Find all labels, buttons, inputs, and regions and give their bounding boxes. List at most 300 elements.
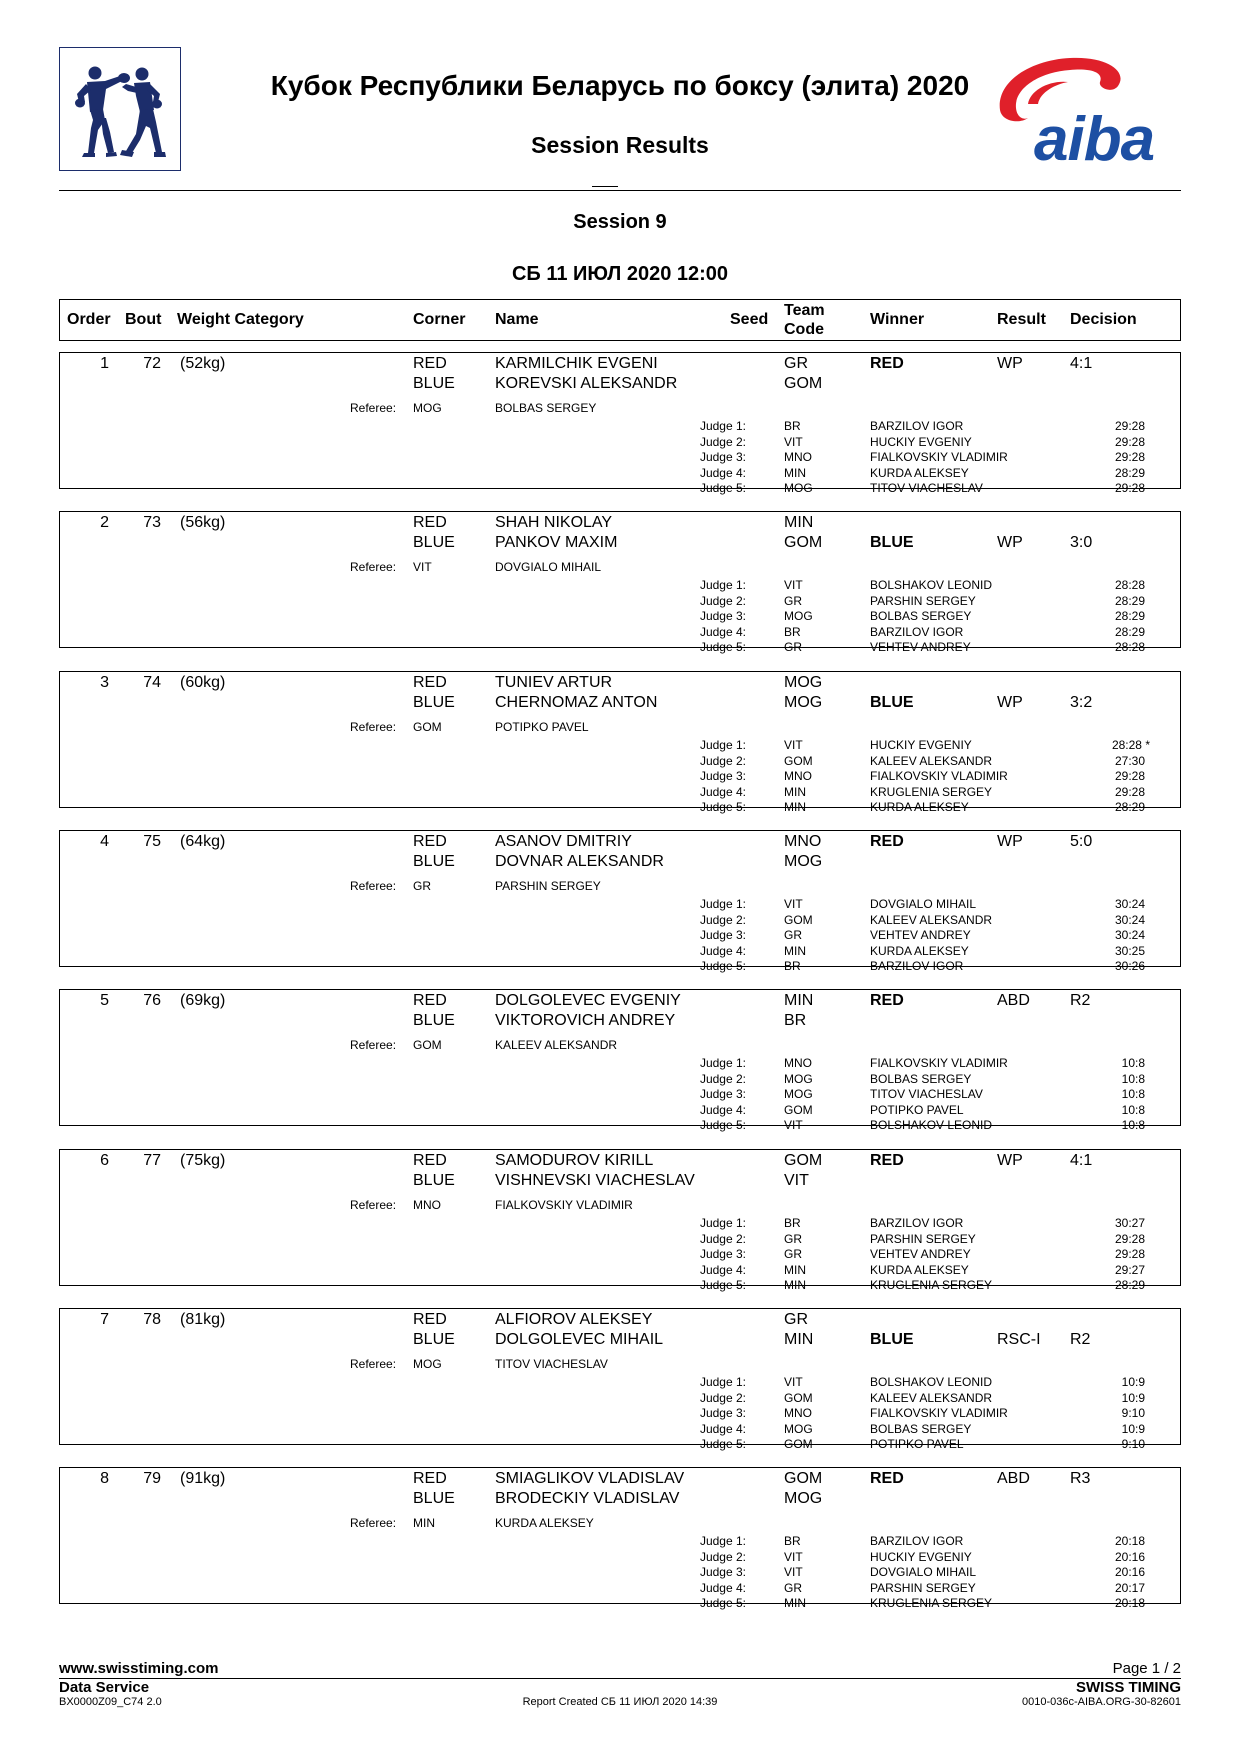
red-team-code: MNO (784, 833, 822, 850)
judge-name: KURDA ALEKSEY (870, 800, 969, 814)
judge-name: KALEEV ALEKSANDR (870, 754, 993, 768)
bout-order: 1 (100, 355, 109, 372)
judge-label: Judge 4: (699, 785, 746, 799)
bout-decision: 4:1 (1070, 1152, 1093, 1169)
bout-winner: RED (870, 833, 904, 850)
col-order: Order (67, 311, 111, 328)
judge-label: Judge 5: (699, 1118, 746, 1132)
judge-label: Judge 1: (699, 1216, 746, 1230)
referee-team: GOM (413, 1038, 442, 1052)
referee-label: Referee: (350, 720, 397, 734)
judge-label: Judge 4: (699, 1263, 746, 1277)
referee-team: MOG (413, 401, 442, 415)
judge-label: Judge 1: (699, 897, 746, 911)
referee-label: Referee: (350, 1357, 397, 1371)
red-team-code: GOM (784, 1152, 823, 1169)
red-team-code: GR (784, 355, 808, 372)
judge-score: 27:30 (1114, 754, 1145, 768)
judge-name: PARSHIN SERGEY (870, 1232, 976, 1246)
judge-score: 28:29 (1114, 1278, 1145, 1292)
col-team-code (784, 301, 825, 339)
judge-team: VIT (784, 738, 803, 752)
judge-team: VIT (784, 1565, 803, 1579)
judge-name: PARSHIN SERGEY (870, 594, 976, 608)
judge-score: 30:24 (1114, 913, 1145, 927)
bout-winner: RED (870, 355, 904, 372)
judge-team: GOM (784, 913, 813, 927)
judge-score: 28:28 (1114, 640, 1145, 654)
judge-label: Judge 2: (699, 594, 746, 608)
judge-name: PARSHIN SERGEY (870, 1581, 976, 1595)
blue-team-code: MOG (784, 694, 823, 711)
judge-score: 10:9 (1121, 1391, 1145, 1405)
judge-name: BARZILOV IGOR (870, 959, 964, 973)
judge-label: Judge 4: (699, 466, 746, 480)
judge-name: VEHTEV ANDREY (870, 640, 971, 654)
judge-name: KURDA ALEKSEY (870, 1263, 969, 1277)
judge-team: GR (784, 928, 802, 942)
referee-name: TITOV VIACHESLAV (495, 1357, 608, 1371)
judge-team: VIT (784, 1375, 803, 1389)
bout-winner: BLUE (870, 534, 914, 551)
judge-score: 29:28 (1114, 785, 1145, 799)
bout-number: 75 (143, 833, 161, 850)
judge-label: Judge 3: (699, 450, 746, 464)
judge-label: Judge 2: (699, 1391, 746, 1405)
judge-team: VIT (784, 1550, 803, 1564)
red-boxer-name: SAMODUROV KIRILL (495, 1152, 654, 1169)
judge-score: 10:8 (1121, 1072, 1145, 1086)
judge-label: Judge 5: (699, 1596, 746, 1610)
judge-team: MNO (784, 1056, 812, 1070)
weight-category: (91kg) (180, 1470, 226, 1487)
referee-team: VIT (413, 560, 432, 574)
judge-score: 28:28 (1114, 578, 1145, 592)
judge-label: Judge 5: (699, 481, 746, 495)
judge-name: DOVGIALO MIHAIL (870, 1565, 977, 1579)
red-corner-label: RED (413, 355, 447, 372)
judge-team: GOM (784, 1391, 813, 1405)
bout-block (59, 1308, 1181, 1451)
weight-category: (64kg) (180, 833, 226, 850)
judge-label: Judge 1: (699, 1056, 746, 1070)
judge-score: 10:9 (1121, 1375, 1145, 1389)
judge-score: 30:24 (1114, 897, 1145, 911)
judge-name: KALEEV ALEKSANDR (870, 1391, 993, 1405)
event-logo (59, 47, 181, 171)
judge-name: BARZILOV IGOR (870, 419, 964, 433)
judge-score: 29:28 (1114, 481, 1145, 495)
bout-number: 76 (143, 992, 161, 1009)
judge-team: MOG (784, 609, 813, 623)
judge-score: 20:18 (1114, 1596, 1145, 1610)
bout-order: 8 (100, 1470, 109, 1487)
weight-category: (60kg) (180, 674, 226, 691)
red-corner-label: RED (413, 992, 447, 1009)
document-id: 0010-036c-AIBA.ORG-30-82601 (1022, 1696, 1181, 1708)
judge-team: MOG (784, 481, 813, 495)
bout-order: 7 (100, 1311, 109, 1328)
judge-label: Judge 2: (699, 435, 746, 449)
blue-team-code: MOG (784, 853, 823, 870)
judge-score: 29:28 (1114, 419, 1145, 433)
bout-decision: 5:0 (1070, 833, 1093, 850)
judge-score: 9:10 (1121, 1406, 1145, 1420)
judge-score: 20:18 (1114, 1534, 1145, 1548)
judge-label: Judge 1: (699, 1375, 746, 1389)
judge-team: MIN (784, 800, 806, 814)
judge-team: MOG (784, 1087, 813, 1101)
red-corner-label: RED (413, 1470, 447, 1487)
red-team-code: MIN (784, 514, 814, 531)
judge-team: MIN (784, 785, 806, 799)
report-subtitle: Session Results (531, 132, 709, 158)
bout-result: ABD (997, 992, 1030, 1009)
judge-score: 10:8 (1121, 1087, 1145, 1101)
blue-boxer-name: CHERNOMAZ ANTON (495, 694, 658, 711)
red-corner-label: RED (413, 833, 447, 850)
judge-team: MNO (784, 450, 812, 464)
header-divider-tick (592, 186, 618, 187)
judge-label: Judge 4: (699, 1581, 746, 1595)
red-team-code: GOM (784, 1470, 823, 1487)
judge-name: BOLBAS SERGEY (870, 1072, 972, 1086)
referee-label: Referee: (350, 1516, 397, 1530)
referee-name: KURDA ALEKSEY (495, 1516, 594, 1530)
blue-boxer-name: VISHNEVSKI VIACHESLAV (495, 1172, 695, 1189)
bout-winner: RED (870, 1470, 904, 1487)
referee-label: Referee: (350, 401, 397, 415)
judge-name: FIALKOVSKIY VLADIMIR (870, 769, 1008, 783)
judge-name: POTIPKO PAVEL (870, 1437, 964, 1451)
judge-name: BOLSHAKOV LEONID (870, 1375, 993, 1389)
judge-team: BR (784, 419, 801, 433)
red-boxer-name: ASANOV DMITRIY (495, 833, 632, 850)
bout-decision: R3 (1070, 1470, 1091, 1487)
referee-name: POTIPKO PAVEL (495, 720, 589, 734)
judge-label: Judge 2: (699, 913, 746, 927)
judge-label: Judge 3: (699, 1247, 746, 1261)
col-seed: Seed (730, 311, 769, 328)
judge-label: Judge 1: (699, 1534, 746, 1548)
col-weight-category: Weight Category (177, 311, 304, 328)
judge-score: 28:29 (1114, 609, 1145, 623)
red-boxer-name: SMIAGLIKOV VLADISLAV (495, 1470, 685, 1487)
judge-name: HUCKIY EVGENIY (870, 435, 972, 449)
judge-label: Judge 3: (699, 1087, 746, 1101)
judge-score: 29:28 (1114, 769, 1145, 783)
footer-data-service: Data Service (59, 1679, 150, 1696)
judge-team: MIN (784, 1263, 806, 1277)
bout-block (59, 511, 1181, 654)
judge-name: KRUGLENIA SERGEY (870, 1278, 993, 1292)
judge-label: Judge 3: (699, 1406, 746, 1420)
judge-name: FIALKOVSKIY VLADIMIR (870, 450, 1008, 464)
session-name: Session 9 (573, 211, 667, 233)
judge-name: KURDA ALEKSEY (870, 466, 969, 480)
judge-score: 29:28 (1114, 1232, 1145, 1246)
referee-team: MNO (413, 1198, 441, 1212)
judge-team: MNO (784, 769, 812, 783)
judge-score: 30:26 (1114, 959, 1145, 973)
referee-team: GR (413, 879, 431, 893)
judge-team: GOM (784, 754, 813, 768)
bout-result: WP (997, 833, 1023, 850)
judge-score: 10:8 (1121, 1118, 1145, 1132)
bout-result: WP (997, 534, 1023, 551)
judge-team: GOM (784, 1437, 813, 1451)
report-code: BX0000Z09_C74 2.0 (59, 1696, 162, 1708)
blue-corner-label: BLUE (413, 853, 455, 870)
header-divider (59, 190, 1181, 191)
referee-team: MOG (413, 1357, 442, 1371)
blue-team-code: GOM (784, 375, 823, 392)
aiba-logo (990, 52, 1165, 167)
red-boxer-name: DOLGOLEVEC EVGENIY (495, 992, 681, 1009)
aiba-wordmark: aiba (1034, 105, 1155, 167)
bout-result: WP (997, 355, 1023, 372)
judge-score: 30:24 (1114, 928, 1145, 942)
bout-result: WP (997, 1152, 1023, 1169)
judge-name: TITOV VIACHESLAV (870, 481, 983, 495)
bout-winner: BLUE (870, 694, 914, 711)
judge-score: 30:27 (1114, 1216, 1145, 1230)
judge-label: Judge 5: (699, 959, 746, 973)
judge-label: Judge 5: (699, 1437, 746, 1451)
referee-name: KALEEV ALEKSANDR (495, 1038, 618, 1052)
referee-name: FIALKOVSKIY VLADIMIR (495, 1198, 633, 1212)
judge-label: Judge 1: (699, 419, 746, 433)
boxers-icon (62, 60, 178, 160)
judge-label: Judge 5: (699, 1278, 746, 1292)
blue-corner-label: BLUE (413, 1331, 455, 1348)
judge-name: HUCKIY EVGENIY (870, 738, 972, 752)
judge-name: BARZILOV IGOR (870, 1534, 964, 1548)
judge-score: 29:28 (1114, 450, 1145, 464)
judge-score: 30:25 (1114, 944, 1145, 958)
col-team-code-line1: Team (784, 302, 825, 319)
judge-score: 28:29 (1114, 594, 1145, 608)
judge-name: TITOV VIACHESLAV (870, 1087, 983, 1101)
blue-boxer-name: PANKOV MAXIM (495, 534, 618, 551)
judge-team: GOM (784, 1103, 813, 1117)
judge-team: GR (784, 594, 802, 608)
blue-corner-label: BLUE (413, 534, 455, 551)
footer-url[interactable]: www.swisstiming.com (59, 1660, 219, 1677)
bout-order: 5 (100, 992, 109, 1009)
judge-team: MOG (784, 1422, 813, 1436)
judge-team: BR (784, 959, 801, 973)
red-corner-label: RED (413, 674, 447, 691)
col-corner: Corner (413, 311, 466, 328)
blue-team-code: VIT (784, 1172, 809, 1189)
judge-team: GR (784, 1247, 802, 1261)
red-corner-label: RED (413, 514, 447, 531)
judge-team: MOG (784, 1072, 813, 1086)
bout-winner: BLUE (870, 1331, 914, 1348)
blue-team-code: GOM (784, 534, 823, 551)
red-boxer-name: TUNIEV ARTUR (495, 674, 613, 691)
bout-number: 72 (143, 355, 161, 372)
bout-decision: 3:0 (1070, 534, 1093, 551)
bout-result: WP (997, 694, 1023, 711)
session-date: СБ 11 ИЮЛ 2020 12:00 (511, 263, 729, 285)
judge-score: 29:27 (1114, 1263, 1145, 1277)
bout-number: 78 (143, 1311, 161, 1328)
red-corner-label: RED (413, 1311, 447, 1328)
blue-team-code: MIN (784, 1331, 814, 1348)
judge-name: BOLBAS SERGEY (870, 1422, 972, 1436)
judge-label: Judge 3: (699, 609, 746, 623)
judge-score: 29:28 (1114, 435, 1145, 449)
red-boxer-name: SHAH NIKOLAY (495, 514, 613, 531)
bout-winner: RED (870, 1152, 904, 1169)
judge-score: 20:16 (1114, 1550, 1145, 1564)
bout-result: ABD (997, 1470, 1030, 1487)
blue-corner-label: BLUE (413, 375, 455, 392)
judge-name: FIALKOVSKIY VLADIMIR (870, 1056, 1008, 1070)
judge-team: VIT (784, 897, 803, 911)
referee-name: BOLBAS SERGEY (495, 401, 597, 415)
judge-score: 28:29 (1114, 800, 1145, 814)
judge-label: Judge 3: (699, 769, 746, 783)
judge-team: BR (784, 625, 801, 639)
bout-decision: 4:1 (1070, 355, 1093, 372)
judge-label: Judge 2: (699, 1550, 746, 1564)
bout-block (59, 1467, 1181, 1610)
judge-name: HUCKIY EVGENIY (870, 1550, 972, 1564)
blue-corner-label: BLUE (413, 1172, 455, 1189)
red-team-code: MIN (784, 992, 814, 1009)
judge-score: 10:9 (1121, 1422, 1145, 1436)
bout-block (59, 352, 1181, 495)
bout-order: 3 (100, 674, 109, 691)
referee-label: Referee: (350, 1038, 397, 1052)
blue-team-code: BR (784, 1012, 807, 1029)
judge-score: 20:17 (1114, 1581, 1145, 1595)
judge-score: 28:29 (1114, 625, 1145, 639)
col-name: Name (495, 311, 539, 328)
judge-team: BR (784, 1534, 801, 1548)
judge-score: 29:28 (1114, 1247, 1145, 1261)
judge-label: Judge 5: (699, 800, 746, 814)
blue-corner-label: BLUE (413, 1012, 455, 1029)
judge-score: 10:8 (1121, 1056, 1145, 1070)
weight-category: (52kg) (180, 355, 226, 372)
footer-brand: SWISS TIMING (1076, 1679, 1181, 1696)
column-header (59, 299, 1181, 341)
referee-label: Referee: (350, 879, 397, 893)
judge-label: Judge 5: (699, 640, 746, 654)
col-decision: Decision (1070, 311, 1137, 328)
blue-boxer-name: DOLGOLEVEC MIHAIL (495, 1331, 664, 1348)
judge-name: KALEEV ALEKSANDR (870, 913, 993, 927)
referee-team: GOM (413, 720, 442, 734)
judge-score: 28:29 (1114, 466, 1145, 480)
col-bout: Bout (125, 311, 162, 328)
judge-score: 28:28 * (1111, 738, 1150, 752)
bout-order: 4 (100, 833, 109, 850)
footer-divider (59, 1678, 1181, 1679)
weight-category: (81kg) (180, 1311, 226, 1328)
weight-category: (75kg) (180, 1152, 226, 1169)
blue-boxer-name: DOVNAR ALEKSANDR (495, 853, 664, 870)
judge-team: MIN (784, 1278, 806, 1292)
judge-label: Judge 1: (699, 578, 746, 592)
judge-team: MIN (784, 1596, 806, 1610)
judge-label: Judge 3: (699, 1565, 746, 1579)
red-boxer-name: ALFIOROV ALEKSEY (495, 1311, 653, 1328)
red-team-code: GR (784, 1311, 808, 1328)
report-created: Report Created СБ 11 ИЮЛ 2020 14:39 (522, 1696, 718, 1708)
judge-team: VIT (784, 435, 803, 449)
judge-label: Judge 2: (699, 754, 746, 768)
blue-boxer-name: KOREVSKI ALEKSANDR (495, 375, 678, 392)
blue-boxer-name: VIKTOROVICH ANDREY (495, 1012, 676, 1029)
judge-team: GR (784, 1232, 802, 1246)
judge-label: Judge 2: (699, 1232, 746, 1246)
judge-score: 20:16 (1114, 1565, 1145, 1579)
referee-team: MIN (413, 1516, 435, 1530)
blue-corner-label: BLUE (413, 694, 455, 711)
referee-label: Referee: (350, 560, 397, 574)
col-winner: Winner (870, 311, 925, 328)
bout-number: 79 (143, 1470, 161, 1487)
judge-team: VIT (784, 1118, 803, 1132)
bout-block (59, 1149, 1181, 1292)
bout-block (59, 671, 1181, 814)
event-title: Кубок Республики Беларусь по боксу (элита) 2020 (270, 70, 970, 101)
judge-name: FIALKOVSKIY VLADIMIR (870, 1406, 1008, 1420)
bout-decision: R2 (1070, 1331, 1091, 1348)
red-corner-label: RED (413, 1152, 447, 1169)
judge-name: DOVGIALO MIHAIL (870, 897, 977, 911)
bout-decision: 3:2 (1070, 694, 1093, 711)
judge-score: 9:10 (1121, 1437, 1145, 1451)
weight-category: (56kg) (180, 514, 226, 531)
judge-label: Judge 4: (699, 1422, 746, 1436)
referee-name: PARSHIN SERGEY (495, 879, 601, 893)
judge-team: MIN (784, 944, 806, 958)
judge-score: 10:8 (1121, 1103, 1145, 1117)
judge-team: BR (784, 1216, 801, 1230)
col-result: Result (997, 311, 1046, 328)
bout-order: 6 (100, 1152, 109, 1169)
judge-name: BOLBAS SERGEY (870, 609, 972, 623)
bout-order: 2 (100, 514, 109, 531)
red-team-code: MOG (784, 674, 823, 691)
bout-result: RSC-I (997, 1331, 1041, 1348)
bout-number: 73 (143, 514, 161, 531)
bout-block (59, 830, 1181, 973)
judge-team: GR (784, 640, 802, 654)
bout-block (59, 989, 1181, 1132)
judge-name: VEHTEV ANDREY (870, 928, 971, 942)
judge-label: Judge 4: (699, 1103, 746, 1117)
judge-label: Judge 4: (699, 944, 746, 958)
judge-name: BOLSHAKOV LEONID (870, 1118, 993, 1132)
judge-name: BARZILOV IGOR (870, 625, 964, 639)
referee-label: Referee: (350, 1198, 397, 1212)
judge-label: Judge 2: (699, 1072, 746, 1086)
bout-decision: R2 (1070, 992, 1091, 1009)
bout-number: 74 (143, 674, 161, 691)
judge-label: Judge 4: (699, 625, 746, 639)
judge-name: KRUGLENIA SERGEY (870, 1596, 993, 1610)
judge-team: MIN (784, 466, 806, 480)
red-boxer-name: KARMILCHIK EVGENI (495, 355, 658, 372)
judge-team: GR (784, 1581, 802, 1595)
